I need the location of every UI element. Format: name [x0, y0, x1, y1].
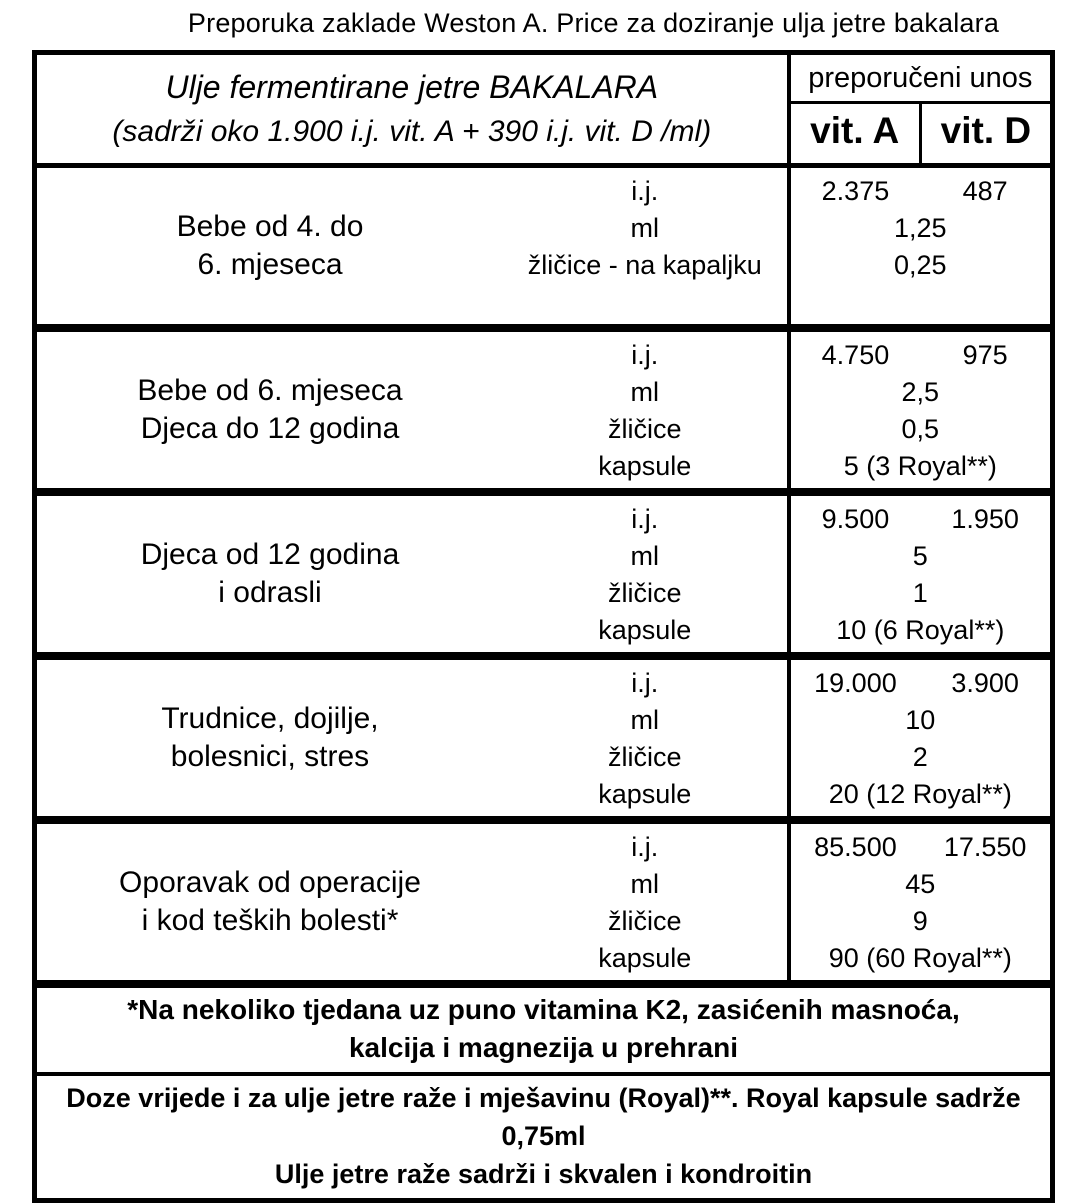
- values-column: [787, 332, 1050, 488]
- group-label: [37, 660, 503, 816]
- unit-label: kapsule: [598, 779, 692, 809]
- dose-value: 9: [912, 906, 928, 936]
- vit-d-value: 975: [962, 340, 1008, 370]
- footnote-line: *Na nekoliko tjedana uz puno vitamina K2, zasićenih masnoća,: [127, 994, 960, 1025]
- product-content-note: (sadrži oko 1.900 i.j. vit. A + 390 i.j. vit. D /ml): [112, 115, 712, 148]
- vit-d-value: 17.550: [943, 832, 1027, 862]
- group-label: [37, 824, 503, 980]
- unit-label: i.j.: [631, 504, 659, 534]
- footnote-k2: [37, 988, 1050, 1072]
- unit-label: i.j.: [631, 176, 659, 206]
- unit-label: ml: [630, 377, 660, 407]
- footnote-line: kalcija i magnezija u prehrani: [348, 1032, 739, 1063]
- intake-label: preporučeni unos: [791, 55, 1050, 104]
- dose-value: 2: [912, 742, 928, 772]
- vit-a-value: 85.500: [814, 832, 897, 862]
- dose-value: 5: [912, 541, 928, 571]
- dose-value: 2,5: [901, 377, 940, 407]
- dose-value: 1,25: [894, 213, 947, 243]
- units-column: [503, 824, 787, 980]
- dosing-table: [32, 50, 1055, 1203]
- group-name-line: Djeca od 12 godina: [140, 538, 400, 571]
- group-label: [37, 332, 503, 488]
- vit-d-column-header: vit. D: [919, 104, 1050, 163]
- group-name-line: Trudnice, dojilje,: [161, 702, 379, 735]
- dose-value: 0,5: [901, 414, 940, 444]
- vit-a-value: 19.000: [814, 668, 897, 698]
- vit-d-value: 487: [962, 176, 1008, 206]
- vit-d-value: 1.950: [951, 504, 1019, 534]
- unit-label: ml: [630, 705, 660, 735]
- footnote-line: Ulje jetre raže sadrži i skvalen i kondroitin: [274, 1159, 813, 1189]
- footnote-royal: [37, 1076, 1050, 1198]
- values-column: [787, 660, 1050, 816]
- page-title: Preporuka zaklade Weston A. Price za doziranje ulja jetre bakalara: [187, 8, 1000, 38]
- unit-label: žličice: [608, 906, 682, 936]
- vit-a-value: 9.500: [821, 504, 890, 534]
- group-label: [37, 496, 503, 652]
- section-divider: [37, 488, 1050, 496]
- table-header: [37, 55, 1050, 163]
- iu-values-row: [791, 829, 1050, 866]
- intake-header-panel: [787, 55, 1050, 163]
- dose-value: 20 (12 Royal**): [828, 779, 1012, 809]
- group-name-line: i odrasli: [218, 576, 322, 609]
- group-name-line: Bebe od 6. mjeseca: [137, 374, 403, 407]
- dose-value: 5 (3 Royal**): [843, 451, 997, 481]
- group-name-line: 6. mjeseca: [197, 248, 343, 281]
- group-name-line: Bebe od 4. do: [176, 210, 364, 243]
- dose-value: 1: [912, 578, 928, 608]
- units-column: [503, 168, 787, 324]
- group-name-line: Oporavak od operacije: [119, 866, 421, 899]
- dose-group-babies-4-6: [37, 168, 1050, 324]
- iu-values-row: [791, 501, 1050, 538]
- unit-label: žličice: [608, 742, 682, 772]
- section-divider: [37, 324, 1050, 332]
- iu-values-row: [791, 337, 1050, 374]
- unit-label: i.j.: [631, 668, 659, 698]
- dose-group-pregnant-nursing: [37, 660, 1050, 816]
- iu-values-row: [791, 173, 1050, 210]
- footnote-line: Doze vrijede i za ulje jetre raže i mješavinu (Royal)**. Royal kapsule sadrže 0,75ml: [66, 1083, 1021, 1151]
- unit-label: žličice: [608, 578, 682, 608]
- dose-value: 45: [905, 869, 936, 899]
- vit-a-column-header: vit. A: [810, 110, 900, 151]
- unit-label: kapsule: [598, 615, 692, 645]
- dose-group-children-12-adults: [37, 496, 1050, 652]
- unit-label: [503, 284, 787, 321]
- unit-label: žličice - na kapaljku: [527, 250, 762, 280]
- units-column: [503, 332, 787, 488]
- units-column: [503, 496, 787, 652]
- section-divider: [37, 980, 1050, 988]
- vit-a-value: 2.375: [821, 176, 890, 206]
- unit-label: i.j.: [631, 832, 659, 862]
- unit-label: ml: [630, 869, 660, 899]
- values-column: [787, 496, 1050, 652]
- unit-label: ml: [630, 541, 660, 571]
- unit-label: kapsule: [598, 943, 692, 973]
- dose-value: 10: [905, 705, 936, 735]
- dose-value: [791, 284, 1050, 321]
- unit-label: ml: [630, 213, 660, 243]
- group-label: [37, 168, 503, 324]
- vit-a-value: 4.750: [821, 340, 890, 370]
- dose-value: 0,25: [894, 250, 947, 280]
- product-header-cell: [37, 55, 787, 163]
- unit-label: kapsule: [598, 451, 692, 481]
- iu-values-row: [791, 665, 1050, 702]
- unit-label: žličice: [608, 414, 682, 444]
- group-name-line: i kod teških bolesti*: [141, 904, 399, 937]
- section-divider: [37, 816, 1050, 824]
- vitamin-columns: [791, 104, 1050, 163]
- group-name-line: bolesnici, stres: [170, 740, 370, 773]
- dose-value: 90 (60 Royal**): [828, 943, 1012, 973]
- dose-value: 10 (6 Royal**): [836, 615, 1005, 645]
- dose-group-recovery: [37, 824, 1050, 980]
- section-divider: [37, 652, 1050, 660]
- dose-group-babies-6m-children-12: [37, 332, 1050, 488]
- vit-d-value: 3.900: [951, 668, 1019, 698]
- unit-label: i.j.: [631, 340, 659, 370]
- values-column: [787, 824, 1050, 980]
- values-column: [787, 168, 1050, 324]
- group-name-line: Djeca do 12 godina: [140, 412, 400, 445]
- units-column: [503, 660, 787, 816]
- product-name: Ulje fermentirane jetre BAKALARA: [165, 69, 659, 105]
